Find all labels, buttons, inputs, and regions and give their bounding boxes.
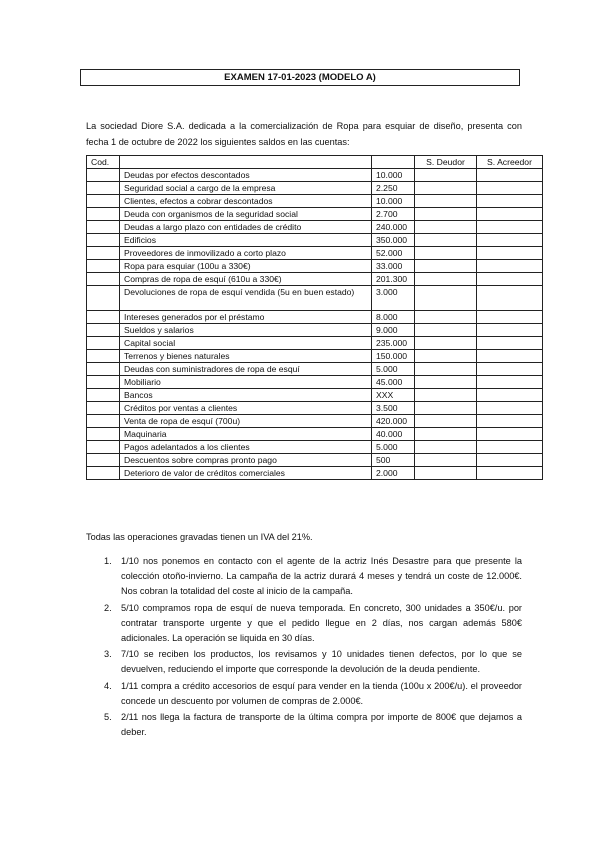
row-cod [87, 208, 120, 221]
row-cod [87, 221, 120, 234]
row-acreedor [477, 324, 543, 337]
list-item [86, 647, 522, 677]
table-row [87, 182, 543, 195]
row-concept: Capital social [120, 337, 372, 350]
row-amount: 5.000 [372, 363, 415, 376]
row-deudor [415, 221, 477, 234]
list-item-number: 1. [104, 556, 112, 566]
table-row [87, 363, 543, 376]
header-amount [372, 156, 415, 169]
table-header-row [87, 156, 543, 169]
row-deudor [415, 273, 477, 286]
accounts-table [86, 155, 543, 480]
header-concept [120, 156, 372, 169]
table-row [87, 260, 543, 273]
row-concept: Deudas por efectos descontados [120, 169, 372, 182]
row-concept: Compras de ropa de esquí (610u a 330€) [120, 273, 372, 286]
row-cod [87, 337, 120, 350]
table-row [87, 169, 543, 182]
row-cod [87, 441, 120, 454]
row-amount: 10.000 [372, 195, 415, 208]
table-row [87, 337, 543, 350]
row-amount: 350.000 [372, 234, 415, 247]
row-concept: Deudas a largo plazo con entidades de crédito [120, 221, 372, 234]
list-item-number: 4. [104, 680, 112, 691]
row-acreedor [477, 350, 543, 363]
row-acreedor [477, 195, 543, 208]
header-acreedor: S. Acreedor [477, 156, 543, 169]
row-deudor [415, 389, 477, 402]
row-acreedor [477, 363, 543, 376]
table-row [87, 234, 543, 247]
row-deudor [415, 324, 477, 337]
row-deudor [415, 169, 477, 182]
row-concept: Mobiliario [120, 376, 372, 389]
row-amount: 5.000 [372, 441, 415, 454]
row-deudor [415, 260, 477, 273]
row-deudor [415, 182, 477, 195]
row-deudor [415, 350, 477, 363]
row-acreedor [477, 286, 543, 311]
row-deudor [415, 428, 477, 441]
row-amount: 150.000 [372, 350, 415, 363]
row-deudor [415, 454, 477, 467]
intro-paragraph: La sociedad Diore S.A. dedicada a la comercialización de Ropa para esquiar de diseño, presenta con fecha 1 de octubre de 2022 los siguientes saldos en las cuentas: [86, 121, 522, 147]
row-cod [87, 363, 120, 376]
row-acreedor [477, 221, 543, 234]
row-acreedor [477, 208, 543, 221]
row-amount: 2.250 [372, 182, 415, 195]
row-concept: Clientes, efectos a cobrar descontados [120, 195, 372, 208]
row-deudor [415, 441, 477, 454]
row-amount: 40.000 [372, 428, 415, 441]
row-concept: Intereses generados por el préstamo [120, 311, 372, 324]
table-row [87, 441, 543, 454]
row-deudor [415, 234, 477, 247]
table-row [87, 208, 543, 221]
row-cod [87, 467, 120, 480]
row-amount: 10.000 [372, 169, 415, 182]
row-cod [87, 402, 120, 415]
row-amount: 2.000 [372, 467, 415, 480]
row-acreedor [477, 182, 543, 195]
row-cod [87, 195, 120, 208]
row-amount: 45.000 [372, 376, 415, 389]
row-cod [87, 234, 120, 247]
header-cod: Cod. [87, 156, 120, 169]
row-acreedor [477, 337, 543, 350]
iva-note: Todas las operaciones gravadas tienen un IVA del 21%. [86, 532, 313, 542]
row-cod [87, 260, 120, 273]
list-item [86, 710, 522, 740]
row-amount: XXX [372, 389, 415, 402]
row-acreedor [477, 247, 543, 260]
list-item-text: 1/11 compra a crédito accesorios de esquí para vender en la tienda (100u x 200€/u). el proveedor concede un descuento por volumen de compras de 2.000€. [121, 680, 522, 706]
table-row [87, 389, 543, 402]
row-amount: 9.000 [372, 324, 415, 337]
row-amount: 3.500 [372, 402, 415, 415]
row-cod [87, 350, 120, 363]
row-concept: Descuentos sobre compras pronto pago [120, 454, 372, 467]
table-row [87, 402, 543, 415]
list-item-number: 2. [104, 602, 112, 613]
table-row [87, 428, 543, 441]
row-cod [87, 273, 120, 286]
row-cod [87, 311, 120, 324]
row-acreedor [477, 415, 543, 428]
row-acreedor [477, 234, 543, 247]
row-concept: Deuda con organismos de la seguridad social [120, 208, 372, 221]
row-concept: Proveedores de inmovilizado a corto plazo [120, 247, 372, 260]
table-row [87, 195, 543, 208]
row-amount: 235.000 [372, 337, 415, 350]
exam-title: EXAMEN 17-01-2023 (MODELO A) [80, 69, 520, 86]
table-row [87, 221, 543, 234]
row-amount: 33.000 [372, 260, 415, 273]
row-amount: 500 [372, 454, 415, 467]
row-deudor [415, 415, 477, 428]
row-concept: Devoluciones de ropa de esquí vendida (5u en buen estado) [120, 286, 372, 311]
operations-list [86, 554, 522, 741]
row-deudor [415, 195, 477, 208]
row-concept: Seguridad social a cargo de la empresa [120, 182, 372, 195]
row-acreedor [477, 467, 543, 480]
row-amount: 420.000 [372, 415, 415, 428]
row-acreedor [477, 402, 543, 415]
row-concept: Sueldos y salarios [120, 324, 372, 337]
row-concept: Créditos por ventas a clientes [120, 402, 372, 415]
row-amount: 3.000 [372, 286, 415, 311]
row-amount: 52.000 [372, 247, 415, 260]
row-deudor [415, 337, 477, 350]
row-concept: Pagos adelantados a los clientes [120, 441, 372, 454]
row-deudor [415, 208, 477, 221]
list-item-number: 5. [104, 712, 112, 723]
list-item [86, 554, 522, 600]
table-row [87, 324, 543, 337]
row-cod [87, 415, 120, 428]
row-deudor [415, 467, 477, 480]
row-acreedor [477, 311, 543, 324]
table-row [87, 247, 543, 260]
row-concept: Venta de ropa de esquí (700u) [120, 415, 372, 428]
row-concept: Deterioro de valor de créditos comerciales [120, 467, 372, 480]
row-acreedor [477, 454, 543, 467]
row-concept: Deudas con suministradores de ropa de esquí [120, 363, 372, 376]
row-cod [87, 324, 120, 337]
list-item-text: 2/11 nos llega la factura de transporte de la última compra por importe de 800€ que dejamos a deber. [121, 712, 522, 738]
row-cod [87, 376, 120, 389]
list-item-text: 5/10 compramos ropa de esquí de nueva temporada. En concreto, 300 unidades a 350€/u. por contratar transporte urgente y que el pedido llegue en 2 días, nos cargan además 580€ adicionales. La operación se liquida en 30 días. [121, 602, 522, 644]
row-deudor [415, 363, 477, 376]
list-item [86, 601, 522, 647]
list-item-text: 1/10 nos ponemos en contacto con el agente de la actriz Inés Desastre para que presente la colección otoño-invierno. La campaña de la actriz durará 4 meses y tendrá un coste de 12.000€. Nos cobran la totalidad del coste al inicio de la campaña. [121, 556, 522, 597]
row-deudor [415, 402, 477, 415]
table-row [87, 350, 543, 363]
header-deudor: S. Deudor [415, 156, 477, 169]
row-acreedor [477, 260, 543, 273]
table-row [87, 286, 543, 311]
table-row [87, 273, 543, 286]
table-row [87, 454, 543, 467]
row-concept: Terrenos y bienes naturales [120, 350, 372, 363]
row-concept: Ropa para esquiar (100u a 330€) [120, 260, 372, 273]
row-cod [87, 454, 120, 467]
row-concept: Maquinaria [120, 428, 372, 441]
table-row [87, 415, 543, 428]
table-row [87, 467, 543, 480]
row-cod [87, 389, 120, 402]
list-item-text: 7/10 se reciben los productos, los revisamos y 10 unidades tienen defectos, por lo que se devuelven, reduciendo el importe que corresponde la devolución de la deuda pendiente. [121, 649, 522, 675]
row-concept: Edificios [120, 234, 372, 247]
row-deudor [415, 247, 477, 260]
row-cod [87, 169, 120, 182]
row-amount: 201.300 [372, 273, 415, 286]
table-row [87, 311, 543, 324]
row-cod [87, 247, 120, 260]
row-amount: 8.000 [372, 311, 415, 324]
row-deudor [415, 311, 477, 324]
row-acreedor [477, 169, 543, 182]
row-acreedor [477, 441, 543, 454]
row-amount: 2.700 [372, 208, 415, 221]
list-item [86, 679, 522, 709]
row-amount: 240.000 [372, 221, 415, 234]
row-acreedor [477, 273, 543, 286]
row-concept: Bancos [120, 389, 372, 402]
row-cod [87, 182, 120, 195]
row-acreedor [477, 428, 543, 441]
row-cod [87, 286, 120, 311]
row-acreedor [477, 389, 543, 402]
list-item-number: 3. [104, 649, 112, 660]
row-acreedor [477, 376, 543, 389]
row-cod [87, 428, 120, 441]
table-row [87, 376, 543, 389]
row-deudor [415, 376, 477, 389]
row-deudor [415, 286, 477, 311]
